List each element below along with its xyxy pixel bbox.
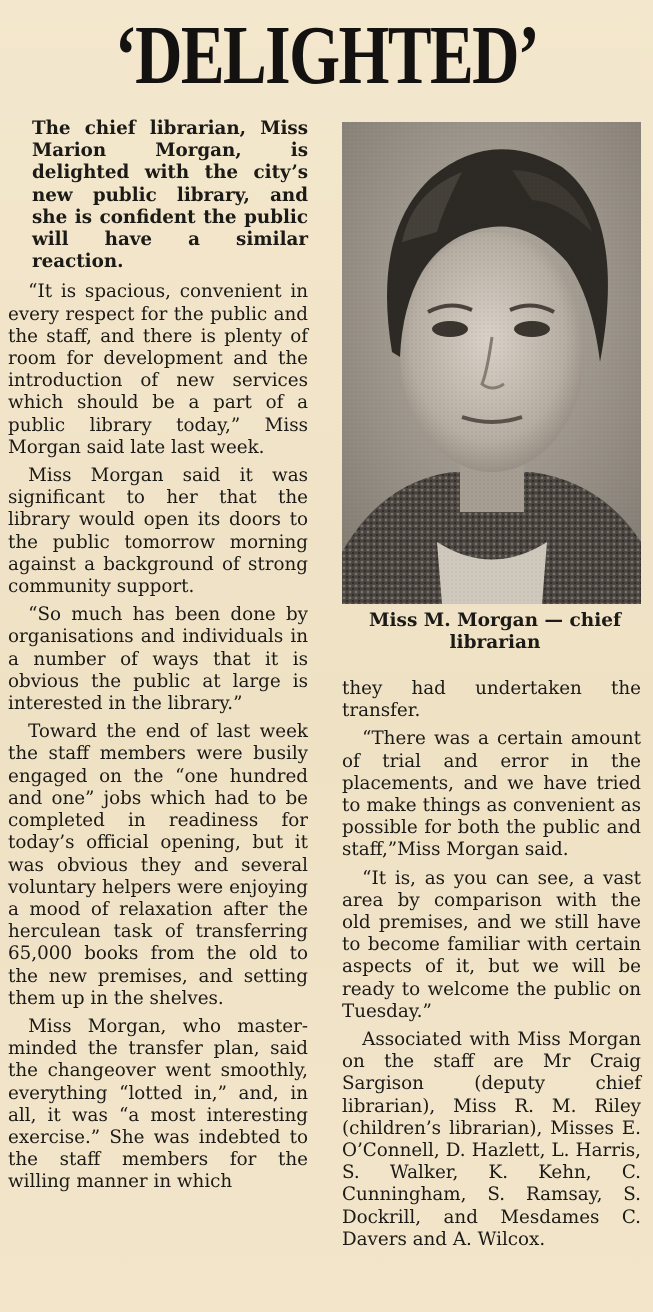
- article-paragraph: Associated with Miss Morgan on the staff are Mr Craig Sargison (deputy chief librarian), Miss R. M. Riley (children’s librarian), Misses E. O’Connell, D. Hazlett, L. Harris, S. Walker, K. Kehn, C. Cunningham, S. Ramsay, S. Dockrill, and Mesdames C. Davers and A. Wilcox.: [342, 1029, 641, 1250]
- article-paragraph: Toward the end of last week the staff members were busily engaged on the “one hundred and one” jobs which had to be completed in readiness for today’s official opening, but it was obvious they and several voluntary helpers were enjoying a mood of relaxation after the herculean task of transferring 65,000 books from the old to the new premises, and setting them up in the shelves.: [8, 721, 308, 1009]
- article-paragraph: “So much has been done by organisations and individuals in a number of ways that it is obvious the public at large is interested in the library.”: [8, 604, 308, 715]
- portrait-image: [342, 122, 641, 604]
- article-paragraph: Miss Morgan said it was significant to her that the library would open its doors to the public tomorrow morning against a background of strong community support.: [8, 465, 308, 598]
- article-paragraph: “There was a certain amount of trial and error in the placements, and we have tried to make things as convenient as possible for both the public and staff,”Miss Morgan said.: [342, 728, 641, 861]
- photo-caption: Miss M. Morgan — chief librarian: [369, 610, 621, 653]
- lead-paragraph: The chief librarian, Miss Marion Morgan, is delighted with the city’s new public library, and she is confident the public will have a similar reaction.: [32, 118, 308, 273]
- article-paragraph: “It is spacious, convenient in every respect for the public and the staff, and there is plenty of room for development and the introduction of new services which should be a part of a public library today,” Miss Morgan said late last week.: [8, 281, 308, 458]
- article-column-left: [8, 118, 308, 1200]
- portrait-photo: [342, 122, 641, 604]
- article-column-right: [342, 678, 641, 1257]
- article-paragraph: “It is, as you can see, a vast area by comparison with the old premises, and we still have to become familiar with certain aspects of it, but we will be ready to welcome the public on Tuesday.”: [342, 867, 641, 1022]
- article-paragraph: they had undertaken the transfer.: [342, 678, 641, 722]
- headline: ‘DELIGHTED’: [114, 9, 539, 102]
- article-paragraph: Miss Morgan, who master-minded the transfer plan, said the changeover went smoothly, everything “lotted in,” and, in all, it was “a most interesting exercise.” She was indebted to the staff members for the willing manner in which: [8, 1015, 308, 1193]
